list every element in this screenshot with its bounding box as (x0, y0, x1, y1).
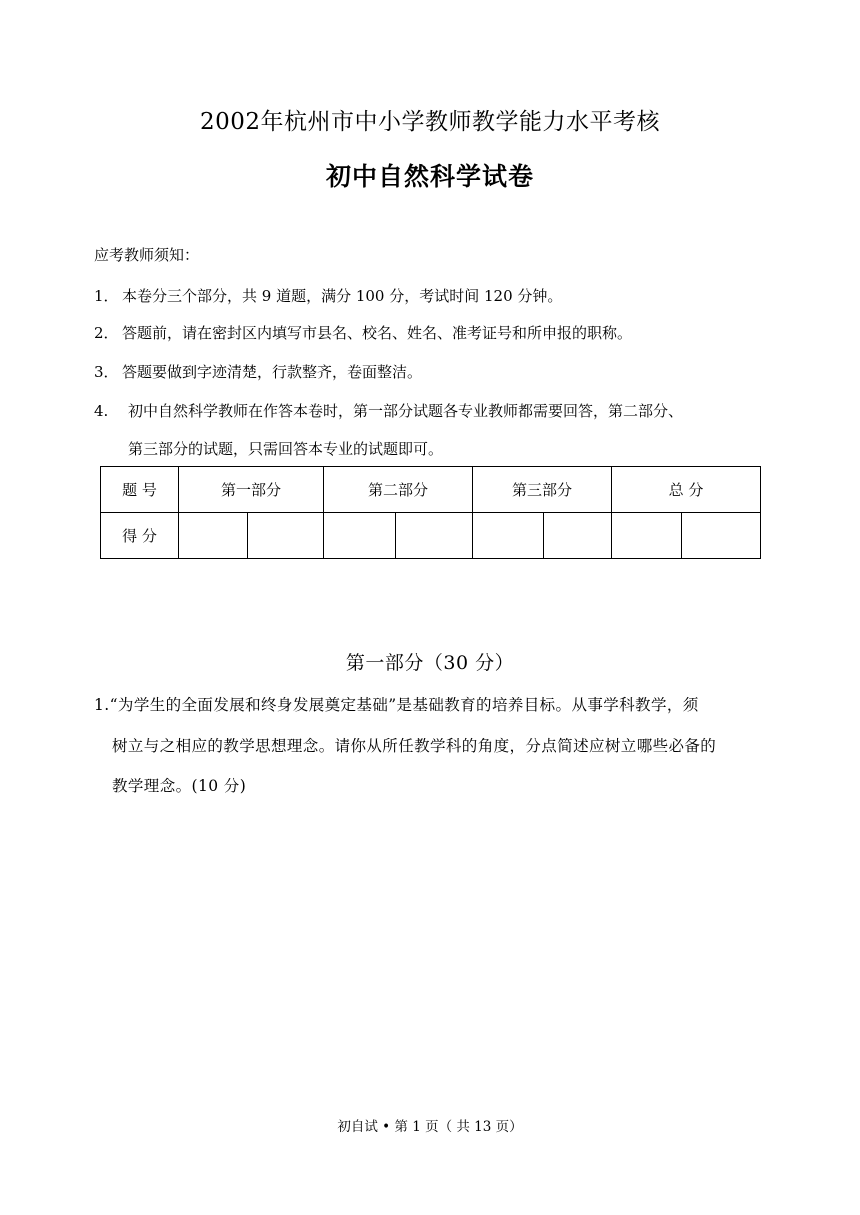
score-table (100, 466, 761, 559)
question-1-line-3: 教学理念。(10 分) (112, 777, 247, 795)
question-1-line-2: 树立与之相应的教学思想理念。请你从所任教学科的角度，分点简述应树立哪些必备的 (112, 737, 717, 755)
score-cell[interactable] (324, 513, 396, 559)
score-cell[interactable] (396, 513, 473, 559)
instruction-item-3 (94, 361, 422, 382)
header-cell-total: 总 分 (612, 467, 761, 513)
instruction-text: 答题要做到字迹清楚，行款整齐，卷面整洁。 (122, 363, 423, 381)
score-cell[interactable] (544, 513, 612, 559)
header-cell-question-no: 题 号 (101, 467, 179, 513)
instruction-text: 答题前，请在密封区内填写市县名、校名、姓名、准考证号和所申报的职称。 (122, 324, 633, 342)
exam-title: 2002年杭州市中小学教师教学能力水平考核 (199, 109, 661, 135)
instruction-number: 1． (94, 287, 119, 305)
instruction-number: 3． (94, 363, 119, 381)
score-row-label: 得 分 (101, 513, 179, 559)
question-1-line-1: 1.“为学生的全面发展和终身发展奠定基础”是基础教育的培养目标。从事学科教学，须 (94, 696, 699, 714)
instruction-number: 4. (94, 402, 109, 420)
score-table-header-row (101, 467, 761, 513)
header-cell-part-3: 第三部分 (473, 467, 612, 513)
header-cell-part-1: 第一部分 (179, 467, 324, 513)
instruction-number: 2． (94, 324, 119, 342)
instruction-text: 初中自然科学教师在作答本卷时，第一部分试题各专业教师都需要回答，第二部分、 (128, 402, 684, 420)
score-cell[interactable] (248, 513, 324, 559)
instruction-item-4 (94, 400, 683, 421)
exam-subtitle: 初中自然科学试卷 (325, 162, 534, 191)
instruction-item-2 (94, 322, 632, 343)
score-table-score-row (101, 513, 761, 559)
score-cell[interactable] (612, 513, 682, 559)
instruction-text: 本卷分三个部分，共 9 道题，满分 100 分，考试时间 120 分钟。 (122, 287, 563, 305)
instructions-heading: 应考教师须知： (94, 246, 200, 264)
score-cell[interactable] (179, 513, 248, 559)
instruction-item-1 (94, 285, 562, 306)
section-1-title: 第一部分（30 分） (345, 652, 515, 674)
header-cell-part-2: 第二部分 (324, 467, 473, 513)
page-footer: 初自试 • 第 1 页（ 共 13 页） (337, 1119, 523, 1135)
instruction-item-4-continued: 第三部分的试题，只需回答本专业的试题即可。 (128, 440, 444, 458)
score-cell[interactable] (473, 513, 544, 559)
score-cell[interactable] (682, 513, 761, 559)
